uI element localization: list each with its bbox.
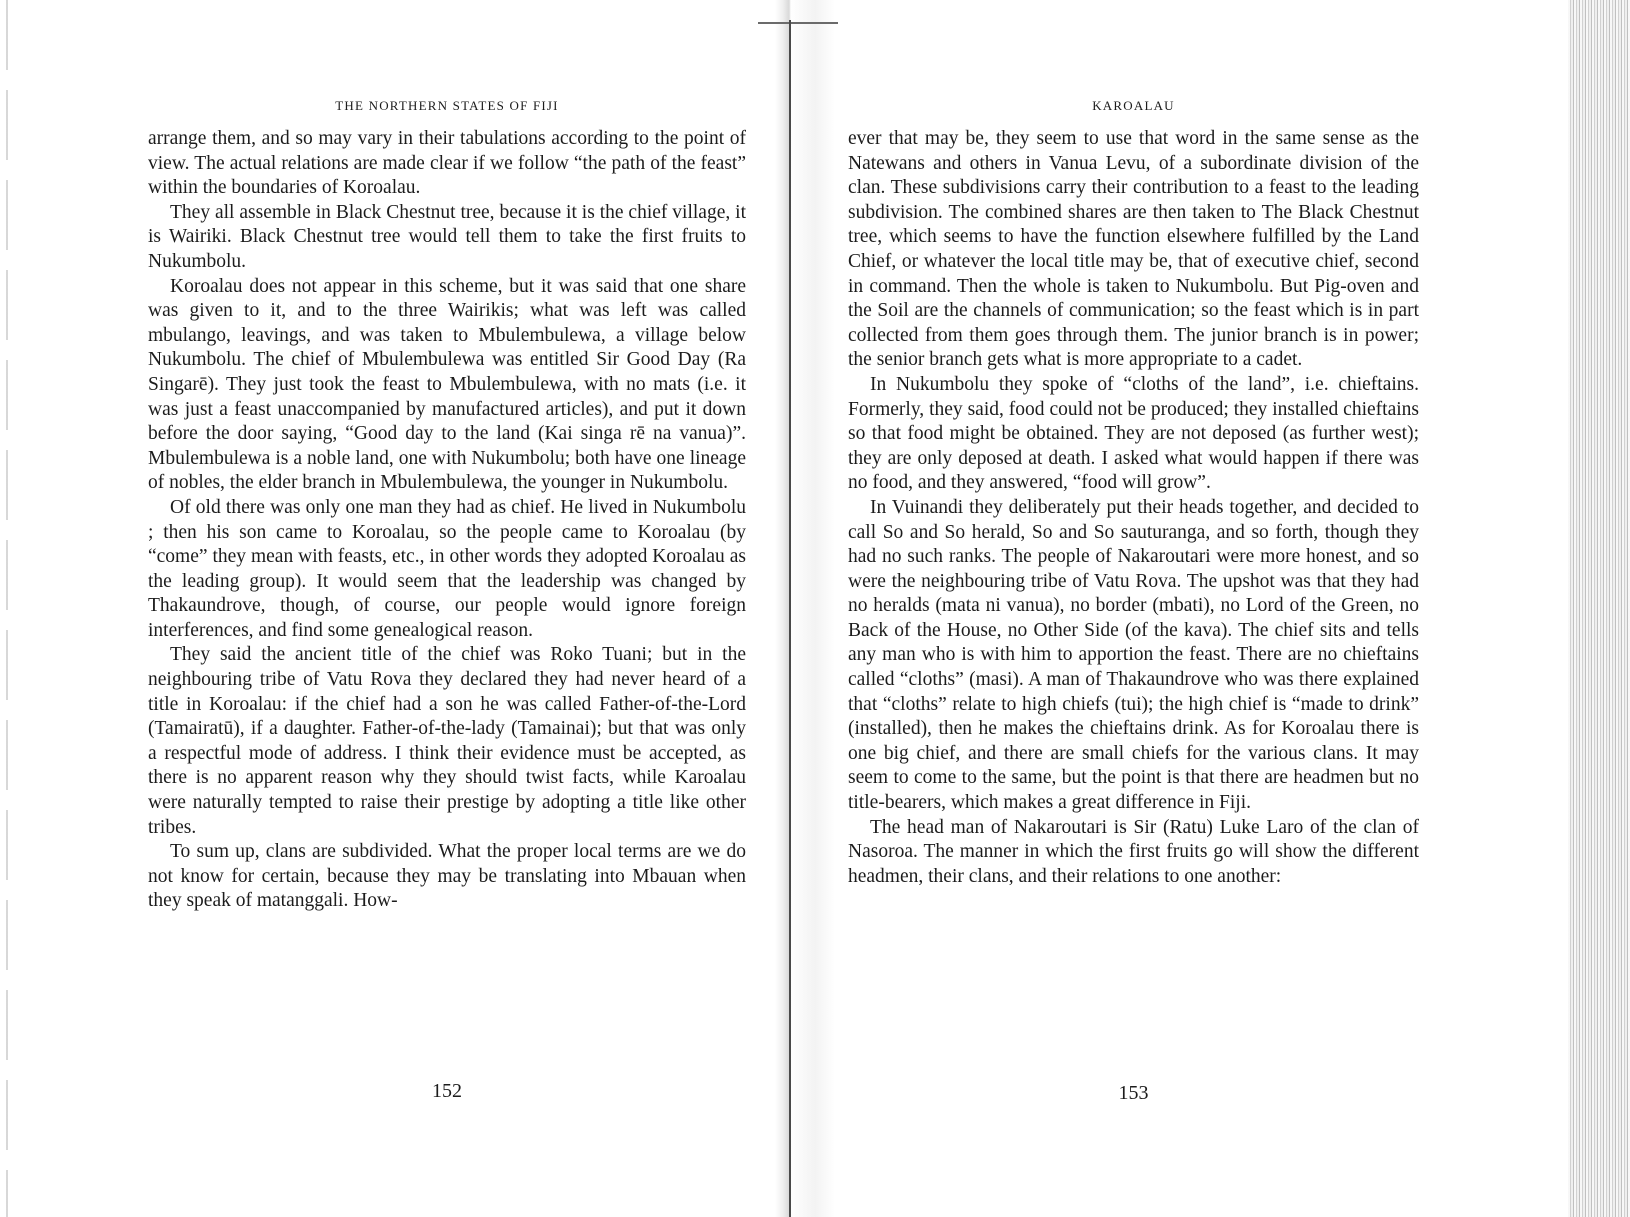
paragraph: arrange them, and so may vary in their tabulations according to the point of view. The actual relations are made clear if we follow “the path of the feast” within the boundaries of Koroalau.	[148, 128, 746, 199]
paragraph: They all assemble in Black Chestnut tree, because it is the chief village, it is Wairiki. Black Chestnut tree would tell them to take the first fruits to Nukumbolu.	[148, 201, 746, 272]
running-head-left: THE NORTHERN STATES OF FIJI	[335, 98, 559, 113]
page-number-right: 153	[1118, 1082, 1149, 1104]
right-page-stack-edge	[1568, 0, 1630, 1217]
right-page-body	[848, 127, 1419, 889]
paragraph: In Vuinandi they deliberately put their heads together, and decided to call So and So herald, So and So sauturanga, and so forth, though they had no such ranks. The people of Nakaroutari were more honest, and so were the neighbouring tribe of Vatu Rova. The upshot was that they had no heralds (mata ni vanua), no border (mbati), no Lord of the Green, no Back of the House, no Other Side (of the kava). The chief sits and tells any man who is with him to apportion the feast. There are no chieftains called “cloths” (masi). A man of Thakaundrove who was there explained that “cloths” relate to high chiefs (tui); the high chief is “made to drink” (installed), then he makes the chieftains drink. As for Koroalau there is one big chief, and there are small chiefs for the various clans. It may seem to come to the same, but the point is that there are headmen but no title-bearers, which makes a great difference in Fiji.	[848, 496, 1419, 814]
gutter-top-mark	[758, 22, 838, 24]
paragraph: To sum up, clans are subdivided. What the proper local terms are we do not know for certain, because they may be translating into Mbauan when they speak of matanggali. How-	[148, 841, 746, 912]
paragraph: They said the ancient title of the chief was Roko Tuani; but in the neighbouring tribe of Vatu Rova they declared they had never heard of a title in Koroalau: if the chief had a son he was called Father-of-the-Lord (Tamairatū), if a daughter. Father-of-the-lady (Tamainai); but that was only a respectful mode of address. I think their evidence must be accepted, as there is no apparent reason why they should twist facts, while Karoalau were naturally tempted to raise their prestige by adopting a title like other tribes.	[148, 644, 746, 838]
page-number-left: 152	[432, 1080, 462, 1102]
paragraph: In Nukumbolu they spoke of “cloths of the land”, i.e. chieftains. Formerly, they said, food could not be produced; they installed chieftains so that food might be obtained. They are not deposed (as further west); they are only deposed at death. I asked what would happen if there was no food, and they answered, “food will grow”.	[848, 373, 1419, 494]
paragraph: Koroalau does not appear in this scheme, but it was said that one share was given to it, and to the three Wairikis; what was left was called mbulango, leavings, and was taken to Mbulembulewa, a village below Nukumbolu. The chief of Mbulembulewa was entitled Sir Good Day (Ra Singarē). They just took the feast to Mbulembulewa, with no mats (i.e. it was just a feast unaccompanied by manufactured articles), and put it down before the door saying, “Good day to the land (Kai singa rē na vanua)”. Mbulembulewa is a noble land, one with Nukumbolu; both have one lineage of nobles, the elder branch in Mbulembulewa, the younger in Nukumbolu.	[148, 275, 746, 494]
book-gutter	[775, 0, 835, 1217]
running-head-right: KAROALAU	[1092, 98, 1175, 113]
paragraph: ever that may be, they seem to use that word in the same sense as the Natewans and others in Vanua Levu, of a subordinate division of the clan. These subdivisions carry their contribution to a feast to the leading subdivision. The combined shares are then taken to The Black Chestnut tree, which seems to have the function elsewhere fulfilled by the Land Chief, or whatever the local title may be, that of executive chief, second in command. Then the whole is taken to Nukumbolu. But Pig-oven and the Soil are the channels of communication; so the feast which is in part collected from them goes through them. The junior branch is in power; the senior branch gets what is more appropriate to a cadet.	[848, 128, 1419, 371]
spine-line	[789, 20, 791, 1217]
paragraph: The head man of Nakaroutari is Sir (Ratu) Luke Laro of the clan of Nasoroa. The manner in which the first fruits go will show the different headmen, their clans, and their relations to one another:	[848, 816, 1419, 887]
left-page-body	[148, 127, 746, 914]
left-page-edge	[6, 0, 8, 1217]
paragraph: Of old there was only one man they had as chief. He lived in Nukumbolu ; then his son came to Koroalau, so the people came to Koroalau (by “come” they mean with feasts, etc., in other words they adopted Koroalau as the leading group). It would seem that the leadership was changed by Thakaundrove, though, of course, our people would ignore foreign interferences, and find some genealogical reason.	[148, 496, 746, 641]
